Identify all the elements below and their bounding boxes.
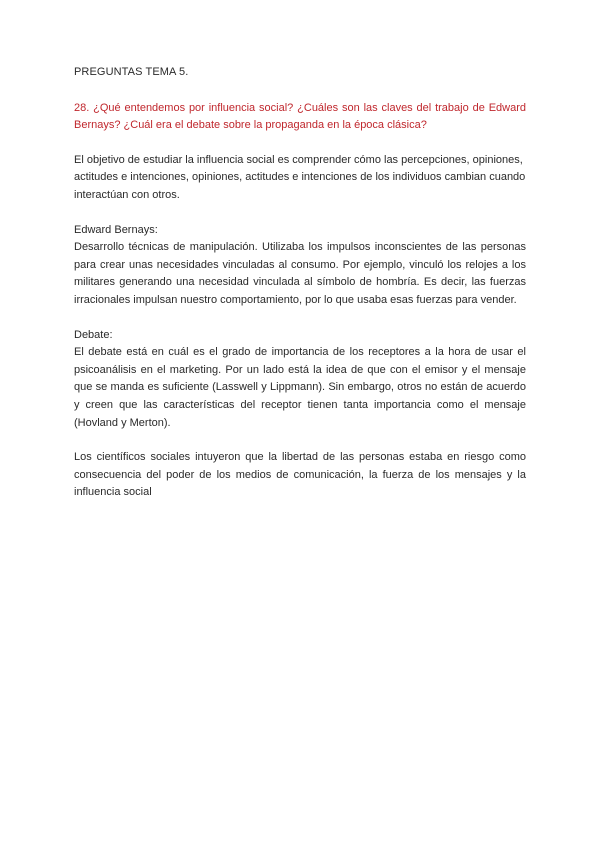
page-title: PREGUNTAS TEMA 5.: [74, 66, 189, 78]
question-text: 28. ¿Qué entendemos por influencia social? ¿Cuáles son las claves del trabajo de Edward Bernays? ¿Cuál era el debate sobre la propaganda en la época clásica?: [74, 101, 526, 132]
debate-section: [74, 327, 526, 433]
bernays-section: [74, 222, 526, 310]
intro-paragraph: El objetivo de estudiar la influencia social es comprender cómo las percepciones, opiniones, actitudes e intenciones, opiniones, actitudes e intenciones de los individuos cambian cuando interactúan con otros.: [74, 153, 526, 201]
debate-paragraph: El debate está en cuál es el grado de importancia de los receptores a la hora de usar el psicoanálisis en el marketing. Por un lado está la idea de que con el emisor y el mensaje que se manda es suficiente (Lasswell y Lippmann). Sin embargo, otros no están de acuerdo y creen que las características del receptor tienen tanta importancia como el mensaje (Hovland y Merton).: [74, 346, 526, 429]
debate-heading: Debate:: [74, 328, 113, 341]
conclusion-paragraph: Los científicos sociales intuyeron que la libertad de las personas estaba en riesgo como consecuencia del poder de los medios de comunicación, la fuerza de los mensajes y la influencia social: [74, 451, 526, 499]
bernays-heading: Edward Bernays:: [74, 223, 158, 236]
bernays-paragraph: Desarrollo técnicas de manipulación. Utilizaba los impulsos inconscientes de las personas para crear unas necesidades vinculadas al consumo. Por ejemplo, vinculó los relojes a los militares generando una necesidad vinculada al símbolo de hombría. Es decir, las fuerzas irracionales impulsan nuestro comportamiento, por lo que usaba esas fuerzas para vender.: [74, 241, 526, 306]
document-page: [74, 64, 526, 502]
